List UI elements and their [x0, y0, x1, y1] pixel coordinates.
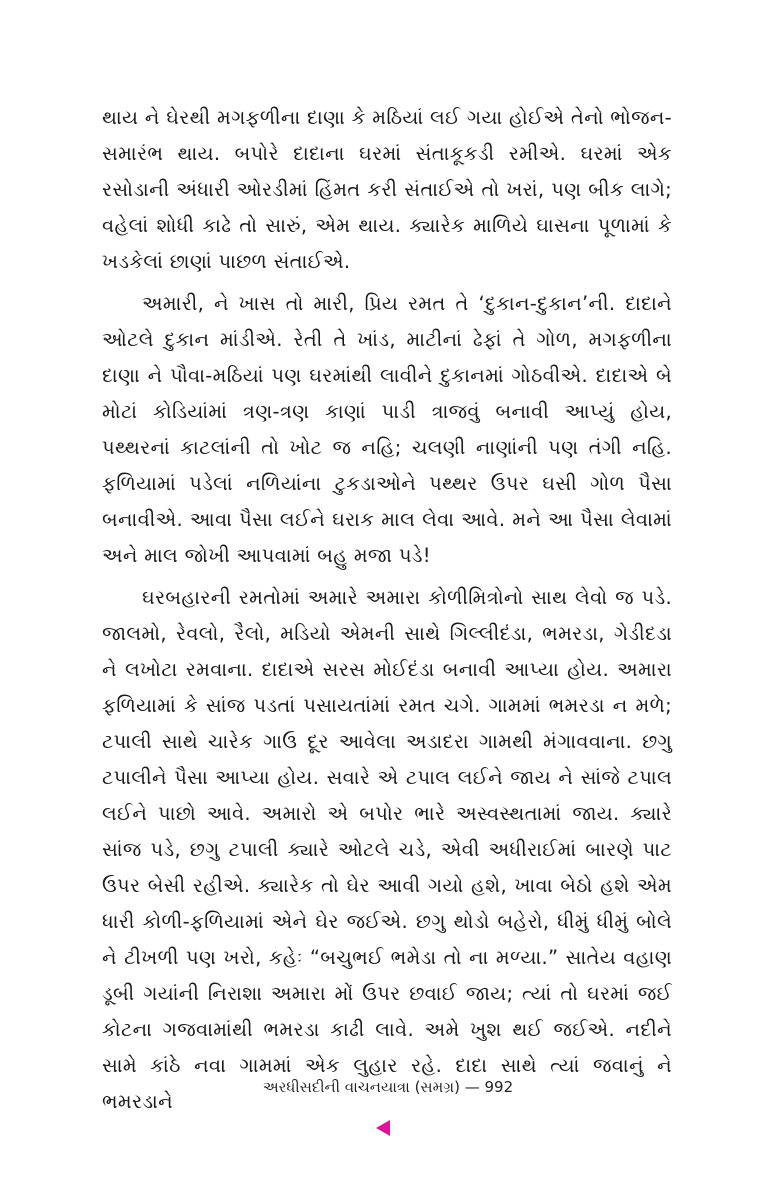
paragraph-2: અમારી, ને ખાસ તો મારી, પ્રિય રમત તે ‘દુકાન-દુકાન’ની. દાદાને ઓટલે દુકાન માંડીએ. રેતી તે ખાંડ, માટીનાં ઢેફાં તે ગોળ, મગફળીના દાણા ને પૌવા-મઠિયાં પણ ઘરમાંથી લાવીને દુકાનમાં ગોઠવીએ. દાદાએ બે મોટાં કોડિયાંમાં ત્રણ-ત્રણ કાણાં પાડી ત્રાજવું બનાવી આપ્યું હોય, પથ્થરનાં કાટલાંની તો ખોટ જ નહિ; ચલણી નાણાંની પણ તંગી નહિ. ફળિયામાં પડેલાં નળિયાંના ટુકડાઓને પથ્થર ઉપર ઘસી ગોળ પૈસા બનાવીએ. આવા પૈસા લઈને ઘરાક માલ લેવા આવે. મને આ પૈસા લેવામાં અને માલ જોખી આપવામાં બહુ મજા પડે! [102, 292, 672, 567]
page-body [102, 100, 672, 1120]
previous-page-icon[interactable] [376, 1120, 390, 1136]
paragraph-1: થાય ને ઘેરથી મગફળીના દાણા કે મઠિયાં લઈ ગયા હોઈએ તેનો ભોજન-સમારંભ થાય. બપોરે દાદાના ઘરમાં સંતાકૂકડી રમીએ. ઘરમાં એક રસોડાની અંધારી ઓરડીમાં હિંમત કરી સંતાઈએ તો ખરાં, પણ બીક લાગે; વહેલાં શોધી કાઢે તો સારું, એમ થાય. ક્યારેક માળિયે ઘાસના પૂળામાં કે ખડકેલાં છાણાં પાછળ સંતાઈએ. [102, 106, 672, 273]
page-footer: અરધીસદીની વાચનયાત્રા (સમગ્ર) — 992 [262, 1078, 514, 1096]
paragraph-3: ઘરબહારની રમતોમાં અમારે અમારા કોળીમિત્રોનો સાથ લેવો જ પડે. જાલમો, રેવલો, રૈલો, મડિયો એમની સાથે ગિલ્લીદંડા, ભમરડા, ગેડીદડા ને લખોટા રમવાના. દાદાએ સરસ મોઈદંડા બનાવી આપ્યા હોય. અમારા ફળિયામાં કે સાંજ પડતાં પસાયતાંમાં રમત ચગે. ગામમાં ભમરડા ન મળે; ટપાલી સાથે ચારેક ગાઉ દૂર આવેલા અડાદરા ગામથી મંગાવવાના. છગુ ટપાલીને પૈસા આપ્યા હોય. સવારે એ ટપાલ લઈને જાય ને સાંજે ટપાલ લઈને પાછો આવે. અમારો એ બપોર ભારે અસ્વસ્થતામાં જાય. ક્યારે સાંજ પડે, છગુ ટપાલી ક્યારે ઓટલે ચડે, એવી અધીરાઈમાં બારણે પાટ ઉપર બેસી રહીએ. ક્યારેક તો ઘેર આવી ગયો હશે, ખાવા બેઠો હશે એમ ધારી કોળી-ફળિયામાં એને ઘેર જઈએ. છગુ થોડો બહેરો, ધીમું ધીમું બોલે ને ટીખળી પણ ખરો, કહેઃ “બચુભઈ ભમેડા તો ના મળ્યા.” સાતેય વહાણ ડૂબી ગયાંની નિરાશા અમારા મોં ઉપર છવાઈ જાય; ત્યાં તો ઘરમાં જઈ કોટના ગજવામાંથી ભમરડા કાઢી લાવે. અમે ખુશ થઈ જઈએ. નદીને સામે કાંઠે નવા ગામમાં એક લુહાર રહે. દાદા સાથે ત્યાં જવાનું ને ભમરડાને [102, 586, 672, 1113]
